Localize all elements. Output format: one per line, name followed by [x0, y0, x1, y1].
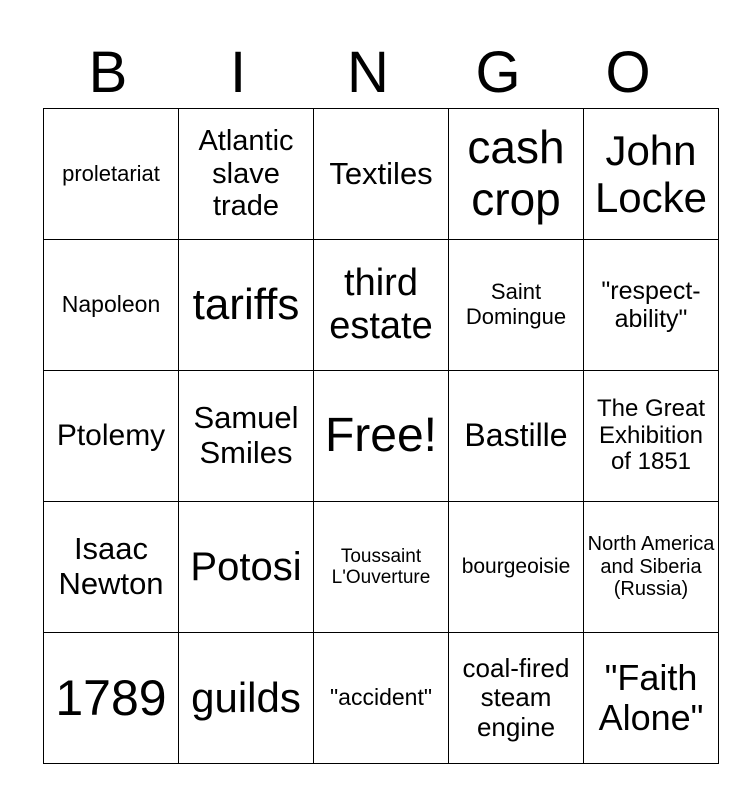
- bingo-cell[interactable]: tariffs: [179, 240, 314, 371]
- bingo-cell[interactable]: Bastille: [449, 371, 584, 502]
- bingo-cell[interactable]: Potosi: [179, 502, 314, 633]
- header-letter-i: I: [229, 40, 247, 105]
- grid-row: [44, 109, 719, 240]
- bingo-cell[interactable]: "accident": [314, 633, 449, 764]
- bingo-grid: [43, 108, 719, 764]
- bingo-header: [43, 40, 693, 106]
- bingo-cell[interactable]: The Great Exhibition of 1851: [584, 371, 719, 502]
- bingo-cell[interactable]: "Faith Alone": [584, 633, 719, 764]
- bingo-cell[interactable]: Atlantic slave trade: [179, 109, 314, 240]
- grid-row: [44, 371, 719, 502]
- grid-row: [44, 502, 719, 633]
- bingo-cell[interactable]: guilds: [179, 633, 314, 764]
- bingo-cell[interactable]: John Locke: [584, 109, 719, 240]
- bingo-cell[interactable]: Textiles: [314, 109, 449, 240]
- header-letter-b: B: [88, 40, 128, 105]
- bingo-cell[interactable]: bourgeoisie: [449, 502, 584, 633]
- bingo-cell[interactable]: cash crop: [449, 109, 584, 240]
- bingo-cell[interactable]: third estate: [314, 240, 449, 371]
- header-letter-n: N: [347, 40, 389, 105]
- bingo-cell[interactable]: North America and Siberia (Russia): [584, 502, 719, 633]
- bingo-cell[interactable]: proletariat: [44, 109, 179, 240]
- bingo-cell[interactable]: Napoleon: [44, 240, 179, 371]
- bingo-cell[interactable]: Ptolemy: [44, 371, 179, 502]
- bingo-cell[interactable]: "respect-ability": [584, 240, 719, 371]
- free-space[interactable]: Free!: [314, 371, 449, 502]
- bingo-cell[interactable]: coal-fired steam engine: [449, 633, 584, 764]
- bingo-cell[interactable]: Isaac Newton: [44, 502, 179, 633]
- grid-row: [44, 240, 719, 371]
- bingo-cell[interactable]: 1789: [44, 633, 179, 764]
- header-letter-o: O: [605, 40, 651, 105]
- bingo-cell[interactable]: Toussaint L'Ouverture: [314, 502, 449, 633]
- bingo-cell[interactable]: Samuel Smiles: [179, 371, 314, 502]
- header-letter-g: G: [475, 40, 521, 105]
- grid-row: [44, 633, 719, 764]
- bingo-cell[interactable]: Saint Domingue: [449, 240, 584, 371]
